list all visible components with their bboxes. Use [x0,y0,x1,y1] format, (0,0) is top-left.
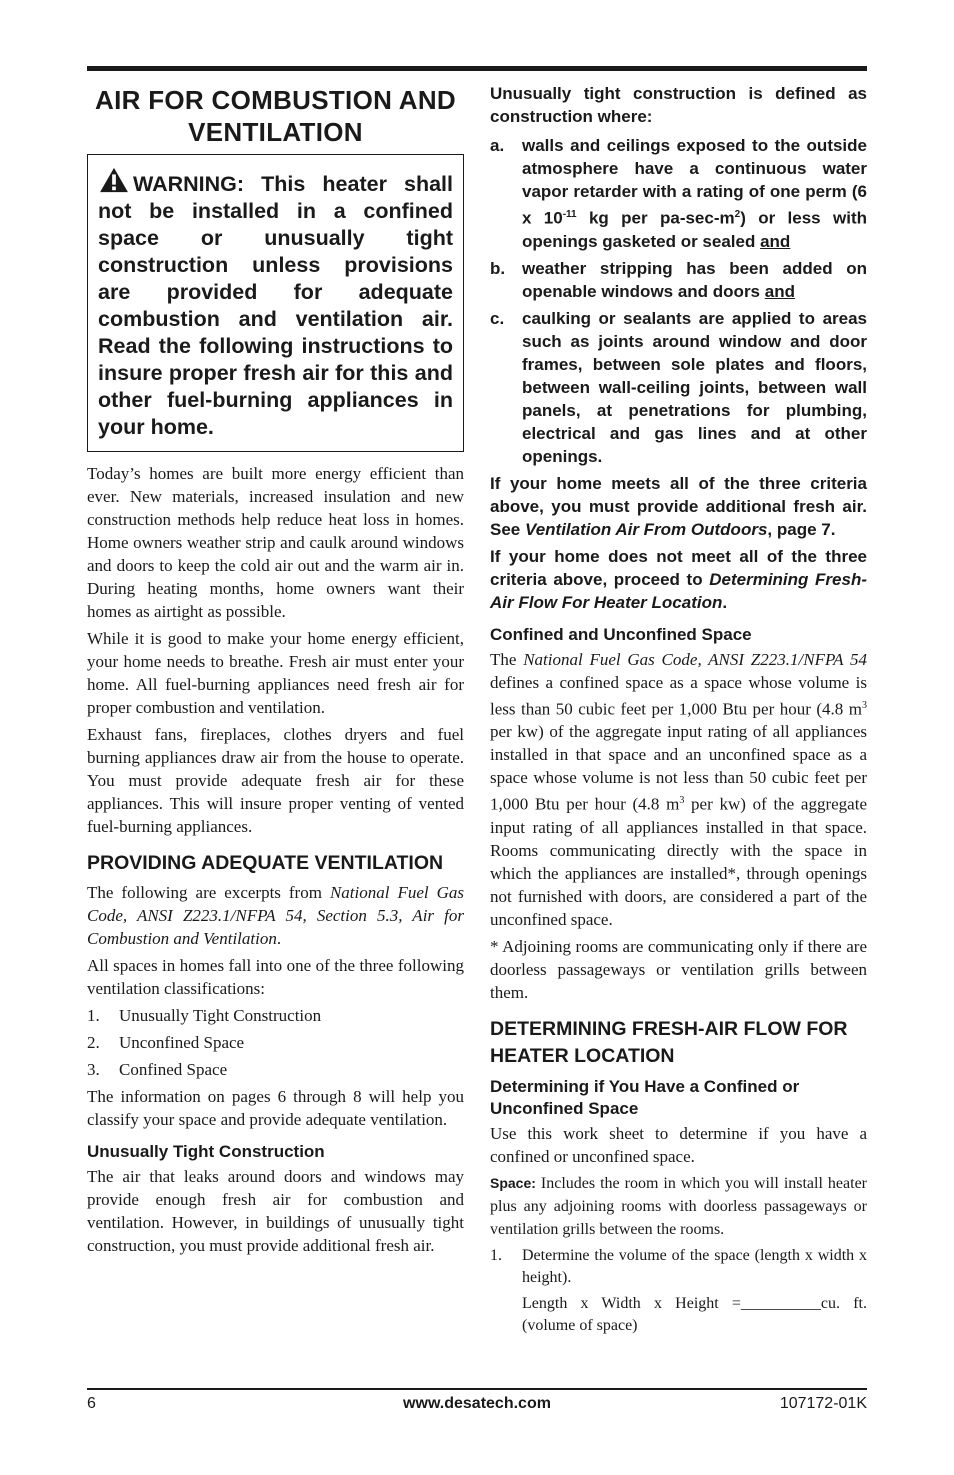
warning-text: This heater shall not be installed in a confined space or unusually tight construction unless provisions are provided for adequate combustion and ventilation air. Read the following instructions to insure proper fresh air for this and other fuel-burning appliances in your home. [98,172,453,439]
info-paragraph: The information on pages 6 through 8 will help you classify your space and provide adequate ventilation. [87,1087,464,1129]
tight-construction-heading: Unusually Tight Construction [87,1142,325,1161]
warning-box [87,154,464,452]
page-number: 6 [87,1395,96,1412]
warning-label: WARNING: [133,172,245,196]
right-column [490,82,867,1353]
list-item: 1. Unusually Tight Construction [87,1006,322,1025]
page-footer [87,1393,867,1417]
space-definition: Space: Includes the room in which you will install heater plus any adjoining rooms with doorless passageways or ventilation grills between the rooms. [490,1174,867,1238]
confined-heading: Confined and Unconfined Space [490,624,752,644]
determining-heading: DETERMINING FRESH-AIR FLOW FOR HEATER LOCATION [490,1017,848,1067]
page-title: AIR FOR COMBUSTION AND VENTILATION [95,85,456,147]
intro-paragraph-1: Today’s homes are built more energy efficient than ever. New materials, increased insulation and new construction methods help reduce heat loss in homes. Home owners weather strip and caulk around windows and doors to keep the cold air out and the warm air in. During heating months, home owners want their homes as airtight as possible. [87,464,464,621]
document-number: 107172-01K [779,1395,867,1412]
intro-paragraph-3: Exhaust fans, fireplaces, clothes dryers and fuel burning appliances draw air from the house to operate. You must provide adequate fresh air for these appliances. This will insure proper venting of vented fuel-burning appliances. [87,725,464,836]
worksheet-intro: Use this work sheet to determine if you have a confined or unconfined space. [490,1123,867,1166]
list-item: 3. Confined Space [87,1060,228,1079]
footnote-paragraph: * Adjoining rooms are communicating only if there are doorless passageways or ventilation grills between them. [490,936,867,1002]
meets-criteria-paragraph: If your home meets all of the three criteria above, you must provide additional fresh air. See Ventilation Air From Outdoors, page 7. [490,473,867,539]
list-item: 2. Unconfined Space [87,1033,245,1052]
tight-defined: Unusually tight construction is defined as construction where: [490,84,867,126]
confined-paragraph: The National Fuel Gas Code, ANSI Z223.1/NFPA 54 defines a confined space as a space whose volume is less than 50 cubic feet per 1,000 Btu per hour (4.8 $m^3$ per kw) of the aggregate input rating of all appliances installed in that space and an unconfined space as a space whose volume is not less than 50 cubic feet per 1,000 Btu per hour (4.8 $m^3$ per kw) of the aggregate input rating of all appliances installed in that space. Rooms communicating directly with the space in which the appliances are installed*, through openings not furnished with doors, are considered a part of the unconfined space. [490,649,867,929]
warning-triangle-icon [98,167,130,193]
tight-construction-text: The air that leaks around doors and windows may provide enough fresh air for combustion and ventilation. However, in buildings of unusually tight construction, you must provide additional fresh air. [87,1167,464,1255]
worksheet-steps [490,1245,867,1289]
criteria-item-c: c. caulking or sealants are applied to areas such as joints around window and door frames, between sole plates and floors, between wall-ceiling joints, between wall panels, at penetrations for plumbing, electrical and gas lines and at other openings. [490,308,867,466]
volume-formula: Length x Width x Height =__________cu. ft. (volume of space) [522,1294,867,1334]
criteria-item-b: b. weather stripping has been added on openable windows and doors and [490,258,867,301]
intro-paragraph-2: While it is good to make your home energy efficient, your home needs to breathe. Fresh air must enter your home. All fuel-burning appliances need fresh air for proper combustion and ventilation. [87,629,464,717]
top-rule [87,66,867,71]
list-item: 1. Determine the volume of the space (length x width x height). [490,1246,867,1286]
not-meet-criteria-paragraph: If your home does not meet all of the three criteria above, proceed to Determining Fresh-Air Flow For Heater Location. [490,546,867,612]
criteria-list [490,134,867,468]
classes-intro: All spaces in homes fall into one of the three following ventilation classifications: [87,956,464,998]
website-link[interactable]: www.desatech.com [403,1395,551,1412]
criteria-item-a: a. walls and ceilings exposed to the outside atmosphere have a continuous water vapor retarder with a rating of one perm (6 x $10^{-11}$ kg per $pa-\sec-m^2$) or less with openings gasketed or sealed and [490,136,867,251]
left-column [87,80,464,1261]
determining-subheading: Determining if You Have a Confined or Unconfined Space [490,1076,800,1118]
bottom-rule [87,1388,867,1390]
classification-list [87,1004,464,1081]
providing-heading: PROVIDING ADEQUATE VENTILATION [87,852,444,874]
excerpt-paragraph: The following are excerpts from National Fuel Gas Code, ANSI Z223.1/NFPA 54, Section 5.3, Air for Combustion and Ventilation. [87,883,464,948]
